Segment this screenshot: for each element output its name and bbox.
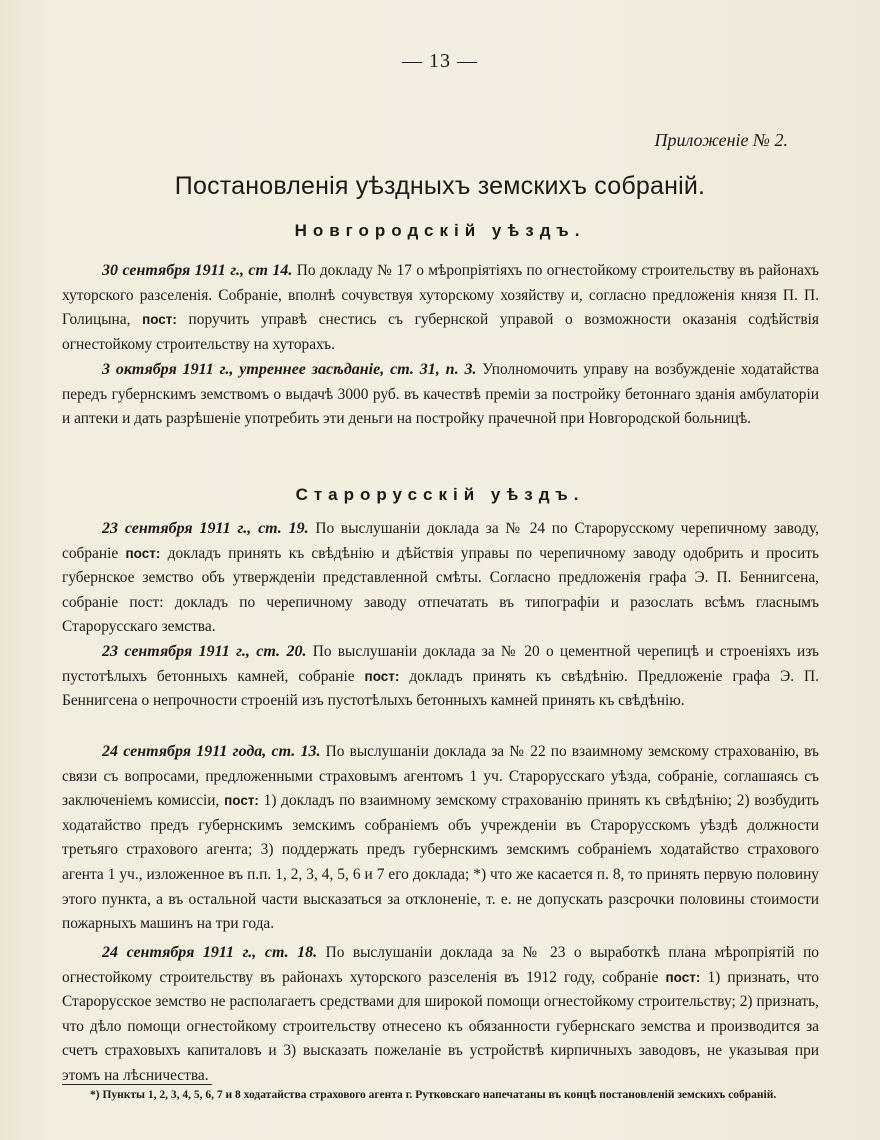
resolution-post-keyword: пост: bbox=[224, 793, 259, 809]
resolution-text: 1) признать, что Старорусское земство не располагаетъ средствами для широкой помощи огнестойкому строительству; 2) признать, что дѣло помощи огнестойкому строительству отнесено къ обязанности губернскаго земства и производится за счетъ страховыхъ капиталовъ и 3) высказать пожеланіе въ устройствѣ кирпичныхъ заводовъ, не указывая при этомъ на лѣсничества. bbox=[62, 968, 819, 1084]
page-number: — 13 — bbox=[402, 50, 478, 72]
resolution-paragraph bbox=[62, 640, 819, 714]
resolution-date: 24 сентября 1911 г., ст. 18. bbox=[102, 944, 318, 961]
resolution-paragraph bbox=[62, 358, 819, 432]
resolution-date: 3 октября 1911 г., утреннее засѣданіе, ст. 31, п. 3. bbox=[102, 361, 477, 378]
footnote: *) Пункты 1, 2, 3, 4, 5, 6, 7 и 8 ходатайства страхового агента г. Рутковскаго напечатаны въ концѣ постановленій земскихъ собраній. bbox=[90, 1089, 777, 1101]
resolution-text: поручить управѣ снестись съ губернской управой о возможности оказанія содѣйствія огнестойкому строительству на хуторахъ. bbox=[62, 311, 819, 353]
resolution-text: По выслушаніи доклада за № 22 по взаимному земскому страхованію, въ связи съ вопросами, предложенными страховымъ агентомъ 1 уч. Старорусскаго уѣзда, собраніе, соглашаясь съ заключеніемъ комиссіи, bbox=[62, 743, 819, 810]
resolution-text: Уполномочить управу на возбужденіе ходатайства передъ губернскимъ земствомъ о выдачѣ 3000 руб. въ качествѣ преміи за постройку бетоннаго зданія амбулаторіи и аптеки и дать разрѣшеніе употребить эти деньги на постройку прачечной при Новгородской больницѣ. bbox=[62, 361, 819, 428]
resolution-text: По выслушаніи доклада за № 20 о цементной черепицѣ и строеніяхъ изъ пустотѣлыхъ бетонныхъ камней, собраніе bbox=[62, 643, 819, 685]
resolution-post-keyword: пост: bbox=[125, 545, 161, 561]
resolution-text: По выслушаніи доклада за № 24 по Старорусскому черепичному заводу, собраніе bbox=[62, 520, 820, 562]
resolution-date: 23 сентября 1911 г., ст. 20. bbox=[102, 643, 307, 660]
resolution-text: докладъ принять къ свѣдѣнію. Предложеніе графа Э. П. Беннигсена о непрочности строеній изъ пустотѣлыхъ бетонныхъ камней принять къ свѣдѣнію. bbox=[62, 667, 820, 710]
resolution-paragraph bbox=[62, 259, 819, 357]
resolution-date: 23 сентября 1911 г., ст. 19. bbox=[102, 520, 309, 537]
resolution-date: 24 сентября 1911 года, ст. 13. bbox=[102, 743, 321, 760]
resolution-date: 30 сентября 1911 г., ст 14. bbox=[102, 262, 293, 279]
resolution-text: 1) докладъ по взаимному земскому страхованію принять къ свѣдѣнію; 2) возбудить ходатайство предъ губернскимъ земскимъ собраніемъ объ учрежденіи въ Старорусскомъ уѣздѣ должности третьяго страхового агента; 3) поддержать предъ губернскимъ земскимъ собраніемъ ходатайство страхового агента 1 уч., изложенное въ п.п. 1, 2, 3, 4, 5, 6 и 7 его доклада; *) что же касается п. 8, то принять первую половину этого пункта, а въ остальной части высказаться за отклоненіе, т. е. не допускать разсрочки половины стоимости пожарныхъ машинъ на три года. bbox=[62, 792, 820, 933]
district-heading-starorussky: Старорусскій уѣздъ. bbox=[295, 485, 585, 504]
resolution-text: докладъ принять къ свѣдѣнію и дѣйствія управы по черепичному заводу одобрить и просить губернское земство объ утвержденіи представленной смѣты. Согласно предложенія графа Э. П. Беннигсена, собраніе пост: докладъ по черепичному заводу отпечатать въ типографіи и разослать всѣмъ гласнымъ Старорусскаго земства. bbox=[62, 544, 819, 636]
resolution-paragraph bbox=[62, 740, 819, 937]
resolution-text: По докладу № 17 о мѣропріятіяхъ по огнестойкому строительству въ районахъ хуторского разселенія. Собраніе, вполнѣ сочувствуя хуторскому хозяйству и, согласно предложенія князя П. П. Голицына, bbox=[62, 262, 819, 329]
resolution-text: По выслушаніи доклада за № 23 о выработкѣ плана мѣропріятій по огнестойкому строительству въ районахъ хуторского разселенія въ 1912 году, собраніе bbox=[62, 944, 820, 986]
resolution-paragraph bbox=[62, 517, 819, 640]
resolution-post-keyword: пост: bbox=[665, 969, 701, 985]
resolution-post-keyword: пост: bbox=[364, 668, 400, 684]
page-title: Постановленія уѣздныхъ земскихъ собраній. bbox=[174, 172, 706, 200]
resolution-post-keyword: пост: bbox=[142, 312, 177, 328]
district-heading-novgorod: Новгородскій уѣздъ. bbox=[294, 221, 586, 240]
footnote-divider bbox=[62, 1084, 212, 1085]
resolution-paragraph bbox=[62, 941, 819, 1089]
appendix-label: Приложеніе № 2. bbox=[654, 130, 788, 150]
